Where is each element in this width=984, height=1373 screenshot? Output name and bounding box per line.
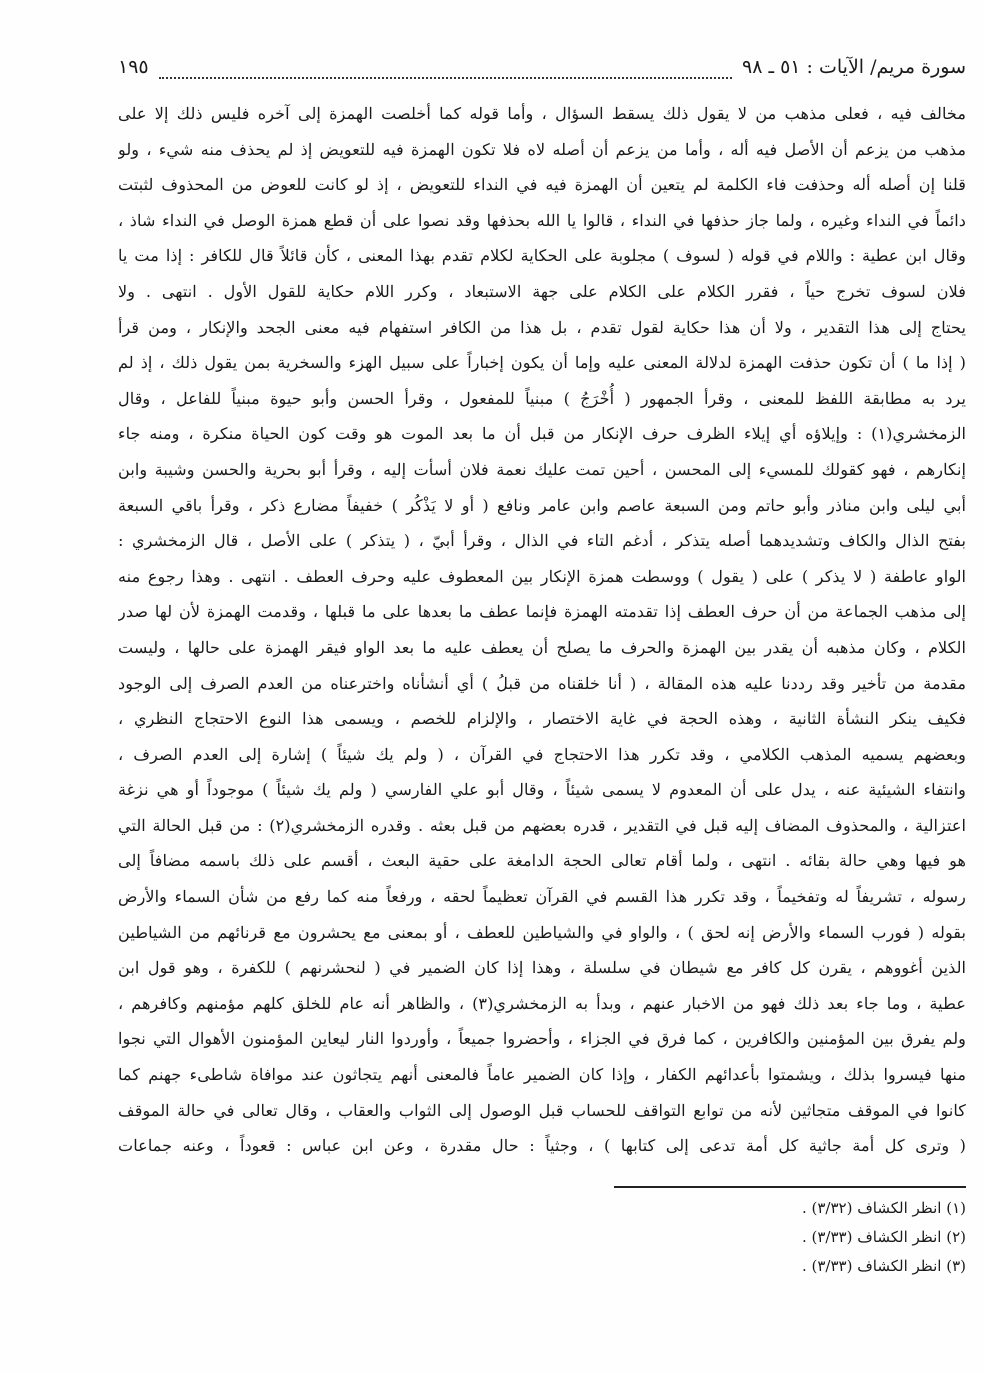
header-dotted-leader — [159, 67, 732, 79]
text-line: مخالف فيه ، فعلى مذهب من لا يقول ذلك يسقط السؤال ، وأما قوله كما أخلصت الهمزة إلى آخره فليس ذلك إلا على — [118, 104, 966, 123]
text-line: بفتح الذال والكاف وتشديدهما أصله يتذكر ، أدغم التاء في الذال ، وقرأ أبيّ ، ( يتذكر ) على الأصل ، قال الزمخشري : — [118, 531, 966, 551]
text-line: بقوله ( فورب السماء والأرض إنه لحق ) ، والواو في والشياطين للعطف ، أو بمعنى مع يحشرون مع قرنائهم من الشياطين — [118, 922, 966, 942]
text-line: منها فيسروا بذلك ، ويشمتوا بأعدائهم الكفار ، وإذا كان الضمير عاماً فالمعنى أنهم يتجاثون عند موافاة شاطىء جهنم كما — [118, 1065, 966, 1085]
running-header — [118, 56, 966, 90]
text-line: الذين أغووهم ، يقرن كل كافر مع شيطان في سلسلة ، وهذا إذا كان الضمير في ( لنحشرنهم ) للكفرة ، وهو قول ابن — [118, 958, 966, 978]
text-line: اعتزالية ، والمحذوف المضاف إليه قبل في التقدير ، قدره بعضهم من قبل بعثه . وقدره الزمخشري(٢) : من قبل الحالة التي — [118, 815, 966, 835]
surah-title: سورة مريم/ الآيات : ٥١ ـ ٩٨ — [742, 56, 966, 78]
text-line: وقال ابن عطية : واللام في قوله ( لسوف ) مجلوبة على الحكاية لكلام تقدم بهذا المعنى ، كأن قائلاً قال للكافر : إذا مت يا — [118, 246, 966, 266]
text-line: الكلام ، وكان مذهبه أن يقدر بين الهمزة والحرف ما يصلح أن يعطف عليه ما بعد الواو فيقر الهمزة على حالها ، وليست — [118, 637, 966, 657]
text-line: مذهب من يزعم أن الأصل فيه أله ، وأما من يزعم أن أصله لاه فلا تكون الهمزة فيه للتعويض إذ لم يحذف منه شيء ، ولو — [118, 139, 966, 159]
text-line: دائماً في النداء وغيره ، ولما جاز حذفها في النداء ، قالوا يا الله بحذفها وقد نصوا على أن قطع همزة الوصل في النداء شاذ ، — [118, 210, 966, 230]
text-line: إنكارهم ، فهو كقولك للمسيء إلى المحسن ، أحين تمت عليك نعمة فلان أسأت إليه ، وقرأ أبو بحرية والحسن وشيبة وابن — [118, 459, 966, 479]
footnote-2: (٢) انظر الكشاف (٣/٣٣) . — [801, 1228, 966, 1246]
page-number: ١٩٥ — [118, 56, 149, 78]
text-line: ولم يفرق بين المؤمنين والكافرين ، كما فرق في الجزاء ، وأحضروا جميعاً ، وأوردوا النار ليعاين المؤمنون الأهوال التي نجوا — [118, 1029, 966, 1049]
text-line: قلنا إن أصله أله وحذفت فاء الكلمة لم يتعين أن الهمزة فيه في النداء للتعويض ، إذ لو كانت للعوض من المحذوف لثبتت — [118, 175, 966, 195]
footnote-3: (٣) انظر الكشاف (٣/٣٣) . — [801, 1257, 966, 1275]
text-line: وانتفاء الشيئية عنه ، يدل على أن المعدوم لا يسمى شيئاً ، وقال أبو علي الفارسي ( ولم يك شيئاً ) موجوداً أو هي نزغة — [118, 780, 966, 800]
text-line: مقدمة من تأخير وقد رددنا عليه هذه المقالة ، ( أنا خلقناه من قبلُ ) أي أنشأناه واخترعناه من العدم الصرف إلى الوجود — [118, 673, 966, 693]
text-line: فكيف ينكر النشأة الثانية ، وهذه الحجة في غاية الاختصار ، والإلزام للخصم ، ويسمى هذا النوع الاحتجاج النظري ، — [118, 709, 966, 729]
text-line: عطية ، وما جاء بعد ذلك فهو من الاخبار عنهم ، وبدأ به الزمخشري(٣) ، والظاهر أنه عام للخلق كلهم مؤمنهم وكافرهم ، — [118, 993, 966, 1013]
text-line: يرد به مطابقة اللفظ للمعنى ، وقرأ الجمهور ( أُخْرَجُ ) مبنياً للمفعول ، وقرأ الحسن وأبو حيوة مبنياً للفاعل ، وقال — [118, 388, 966, 408]
text-line: الواو عاطفة ( لا يذكر ) على ( يقول ) ووسطت همزة الإنكار بين المعطوف عليه وحرف العطف . انتهى . وهذا رجوع منه — [118, 566, 966, 586]
footnote-separator — [614, 1186, 966, 1188]
footnotes — [600, 1194, 966, 1281]
footnote-1: (١) انظر الكشاف (٣/٣٢) . — [801, 1199, 966, 1217]
text-line: ( وترى كل أمة جاثية كل أمة تدعى إلى كتابها ) ، وجثياً : حال مقدرة ، وعن ابن عباس : قعوداً ، وعنه جماعات — [118, 1136, 966, 1156]
text-line: ( إذا ما ) أن تكون حذفت الهمزة لدلالة المعنى عليه وإما أن يكون إخباراً على سبيل الهزء والسخرية بمن يقول ذلك ، إذ لم — [118, 353, 966, 373]
text-line: فلان لسوف تخرج حياً ، فقرر الكلام على الكلام على جهة الاستبعاد ، وكرر اللام حكاية للقول الأول . انتهى . ولا — [118, 281, 966, 301]
text-line: إلى مذهب الجماعة من أن حرف العطف إذا تقدمته الهمزة فإنما عطف ما بعدها على ما قبلها ، وقدمت الهمزة لأن لها صدر — [118, 602, 966, 622]
text-line: وبعضهم يسميه المذهب الكلامي ، وقد تكرر هذا الاحتجاج في القرآن ، ( ولم يك شيئاً ) إشارة إلى العدم الصرف ، — [118, 744, 966, 764]
text-line: الزمخشري(١) : وإيلاؤه أي إيلاء الظرف حرف الإنكار من قبل أن ما بعد الموت هو وقت كون الحياة منكرة ، ومنه جاء — [118, 424, 966, 444]
text-line: أبي ليلى وابن مناذر وأبو حاتم ومن السبعة عاصم وابن عامر ونافع ( أو لا يَذْكُر ) خفيفاً مضارع ذكر ، وقرأ باقي السبعة — [118, 495, 966, 515]
text-line: كانوا في الموقف متجاثين لأنه من توابع التواقف للحساب قبل الوصول إلى الثواب والعقاب ، وقال تعالى في حالة الموقف — [118, 1100, 966, 1120]
commentary-text — [118, 96, 966, 1164]
text-line: يحتاج إلى هذا التقدير ، ولا أن هذا حكاية لقول تقدم ، بل هذا من الكافر استفهام فيه معنى الجحد والإنكار ، ومن قرأ — [118, 317, 966, 337]
text-line: هو فيها وهي حالة بقائه . انتهى ، ولما أقام تعالى الحجة الدامغة على حقية البعث ، أقسم على ذلك باسمه مضافاً إلى — [118, 851, 966, 871]
text-line: رسوله ، تشريفاً له وتفخيماً ، وقد تكرر هذا القسم في القرآن تعظيماً لحقه ، ورفعاً منه كما رفع من شأن السماء والأرض — [118, 887, 966, 907]
